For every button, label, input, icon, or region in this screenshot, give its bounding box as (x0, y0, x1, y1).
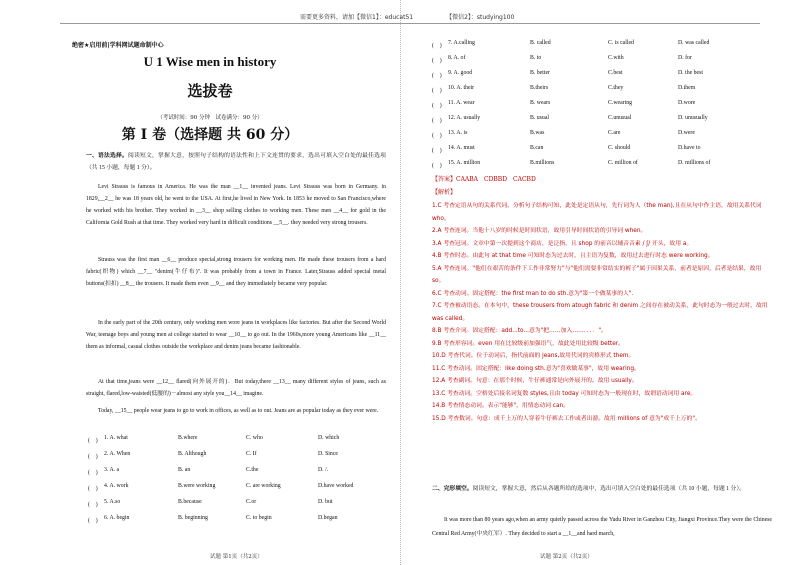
option-d: D. was called (678, 40, 710, 46)
option-d: D. unusually (678, 115, 708, 121)
option-c: C.they (608, 85, 624, 91)
passage-paragraph: Strauss was the first man __6__ produce special,strong trousers for working men. He made these trousers from a hard fabric(织物) which __7__ "denim(牛仔布)". It was probably from a town in France. Later,Strauss added special metal buttons(扣扣) __8__ the trousers. It made them even __9__ and they immediately became very popular. (86, 257, 386, 287)
option-a: 8. A. of (448, 55, 466, 61)
option-b: B. beginning (178, 515, 208, 521)
option-a: 11. A. wear (448, 100, 475, 106)
analysis-item: 3.A 考查冠词。文章中第一次提到这个商店，是泛指，且 shop 的前音以辅音音素 / ʃ/ 开头，故用 a。 (432, 240, 693, 247)
passage-paragraph: Levi Strauss is famous in America. He was the man __1__ invented jeans. Levi Strauss was born in Germany. in 1829,__2__ he was 18 years old, he went to the USA. At first,he lived in New York. In 1853 he moved to San Francisco,where he worked with his brother. They worked in __3__ shop selling clothes to working men. These men __4__ for gold in the California Gold Rush at that time. They worked very hard in difficult conditions __5__. they needed very strong trousers. (86, 184, 386, 226)
option-b: B.can (530, 145, 544, 151)
header-note: 需要更多资料，请加【微信1】：educat51 【微信2】：studying100 (300, 14, 515, 21)
option-row (88, 515, 388, 525)
section1-instr-text: 阅读短文，掌握大意，按照句子结构的语法性和上下文连贯的要求，选出可填入空白处的最佳选项（共 15 小题，每题 1 分）。 (86, 153, 386, 171)
option-c: C. If (246, 451, 257, 457)
option-b: B.were working (178, 483, 216, 489)
option-c: C. is called (608, 40, 634, 46)
option-a: 13. A. is (448, 130, 468, 136)
option-c: C.or (246, 499, 257, 505)
section2-instructions (432, 482, 772, 496)
analysis-item: 8.B 考查介词。固定搭配：add...to...意为"把……加入……．．．．"。 (432, 328, 607, 334)
option-b: B. better (530, 70, 550, 76)
option-row (432, 145, 772, 155)
option-a: 4. A. work (104, 483, 129, 489)
option-c: C. million of (608, 160, 638, 166)
option-c: C.with (608, 55, 624, 61)
option-row (432, 40, 772, 50)
option-d: D. /. (318, 467, 329, 473)
option-b: B.because (178, 499, 202, 505)
option-row (88, 483, 388, 493)
option-a: 9. A. good (448, 70, 473, 76)
analysis-item: 5.A 考查连词。"他们在艰苦的条件下工作非常努力"与"他们需要非常结实的裤子"属于因果关系，前者是原因，后者是结果，故用 so。 (432, 265, 762, 284)
option-b: B. called (530, 40, 551, 46)
analysis-item: 6.C 考查动词。固定搭配：the first man to do sth.意为"第一个做某事的人"． (432, 290, 638, 297)
option-row (432, 85, 772, 95)
option-a: 5. A.so (104, 499, 121, 505)
option-c: C.wearing (608, 100, 632, 106)
option-row (88, 499, 388, 509)
answer-blank[interactable]: ( ) (88, 454, 98, 460)
section2-passage: It was more than 80 years ago,when an army quietly passed across the Yudu River in Ganzhou City, Jiangxi Province.They were the Chinese Central Red Army(中央红军）. They decided to start a __1__and hard march, (432, 517, 772, 537)
answer-blank[interactable]: ( ) (88, 486, 98, 492)
answer-blank[interactable]: ( ) (88, 438, 98, 444)
option-a: 14. A. must (448, 145, 475, 151)
part-heading: 第 I 卷（选择题 共 60 分） (121, 127, 299, 143)
analysis-item: 7.C 考查被动语态。在本句中，these trousers from atough fabric 和 denim 之间存在被动关系，此句时态为一般过去时，故用 was called。 (432, 303, 768, 322)
answer-key: 【答案】CAABA CDBBD CACBD (432, 176, 536, 183)
analysis-item: 4.B 考查时态。由此句 at that time 可知时态为过去时，且主语为复数，故用过去进行时态 were working。 (432, 253, 714, 259)
option-d: D. for (678, 55, 692, 61)
option-d: D. Since (318, 451, 338, 457)
page-footer: 试题 第2页（共2页） (540, 554, 593, 560)
answer-blank[interactable]: ( ) (432, 163, 442, 169)
passage-paragraph: In the early part of the 20th century, only working men wore jeans in workplaces like factories. But after the Second World War, teenage boys and young men at college started to wear __10__ to go out. In the 1960s,more young Americans like __11__ them as informal, casual clothes outside the workplace and denim jeans became fashionable. (86, 320, 386, 350)
option-b: B.where (178, 435, 198, 441)
analysis-item: 2.A 考查连词。当他十八岁的时候是时间状语，故用引导时间状语的引导词 when。 (432, 228, 647, 234)
option-a: 6. A. begin (104, 515, 130, 521)
confidential-line: 绝密★启用前|学科网试题命制中心 (72, 42, 164, 49)
option-b: B. Although (178, 451, 207, 457)
option-b: B. wears (530, 100, 551, 106)
option-d: D. millions of (678, 160, 711, 166)
option-a: 15. A. million (448, 160, 481, 166)
section1-instructions (86, 150, 386, 174)
page-title: U 1 Wise men in history (143, 54, 277, 69)
answer-blank[interactable]: ( ) (432, 118, 442, 124)
option-d: D.have to (678, 145, 701, 151)
option-c: C. should (608, 145, 631, 151)
answer-blank[interactable]: ( ) (432, 103, 442, 109)
option-b: B. usual (530, 115, 550, 121)
analysis-item: 15.D 考查数词。句意：成千上万的人穿着牛仔裤去工作或者出游。故用 millions of 意为"成千上万的"。 (432, 415, 701, 422)
answer-blank[interactable]: ( ) (432, 133, 442, 139)
option-d: D.were (678, 130, 695, 136)
answer-blank[interactable]: ( ) (432, 58, 442, 64)
option-d: D. which (318, 435, 340, 441)
option-c: C. are working (246, 483, 281, 489)
option-b: B.theirs (530, 85, 549, 91)
option-b: B.millions (530, 160, 555, 166)
option-a: 12. A. usually (448, 115, 481, 121)
option-d: D.wore (678, 100, 696, 106)
option-row (432, 130, 772, 140)
header-divider (60, 23, 760, 24)
answer-blank[interactable]: ( ) (432, 73, 442, 79)
analysis-item: 13.C 考查动词。空格处后接名词复数 styles,且由 today 可知时态为一般现在时，故谓语动词用 are。 (432, 390, 697, 397)
option-row (88, 435, 388, 445)
option-a: 2. A. When (104, 451, 131, 457)
option-d: D. but (318, 499, 333, 505)
analysis-item: 12.A 考查副词。句意：在那个时候，牛仔裤通常是向外展开的。故用 usually。 (432, 378, 638, 384)
page-footer: 试题 第1页（共2页） (210, 554, 263, 560)
option-b: B. an (178, 467, 191, 473)
option-c: C.best (608, 70, 623, 76)
option-c: C.are (608, 130, 621, 136)
option-row (432, 160, 772, 170)
page-subtitle: 选拔卷 (187, 82, 233, 100)
answer-blank[interactable]: ( ) (432, 88, 442, 94)
option-row (88, 451, 388, 461)
section1-title: 一、语法选择。 (86, 153, 129, 159)
option-a: 3. A. a (104, 467, 120, 473)
option-d: D.have worked (318, 483, 354, 489)
answer-blank[interactable]: ( ) (88, 502, 98, 508)
option-c: C.unusual (608, 115, 632, 121)
option-row (88, 467, 388, 477)
option-d: D.them (678, 85, 696, 91)
analysis-item: 9.B 考查形容词。even 用在比较级前加强语气，故此处用比较级 better。 (432, 340, 624, 347)
analysis-item: 10.D 考查代词。位于动词后，指代前面的 jeans,故用代词的宾格形式 them。 (432, 353, 635, 359)
answer-blank[interactable]: ( ) (432, 43, 442, 49)
option-a: 1. A. what (104, 435, 128, 441)
analysis-item: 14.B 考查情态动词。表示"能够"，用情态动词 can。 (432, 403, 569, 409)
analysis-title: 【解析】 (432, 189, 457, 196)
passage-paragraph: Today, __15__ people wear jeans to go to work in offices, as well as to out. Jeans are as popular today as they ever were. (98, 408, 379, 414)
option-row (432, 55, 772, 65)
option-row (432, 115, 772, 125)
option-c: C. who (246, 435, 263, 441)
option-a: 10. A. their (448, 85, 475, 91)
section2-title: 二、完形填空。 (432, 486, 473, 492)
option-row (432, 70, 772, 80)
option-c: C.the (246, 467, 259, 473)
option-d: D.began (318, 515, 338, 521)
passage-paragraph: At that time,jeans were __12__ flared(向外展开的)．But today,there __13__ many different styles of jeans, such as straight, flared,low-waisted(低腰的)－almost any style you__14__ imagine. (86, 379, 386, 397)
option-d: D. the best (678, 70, 703, 76)
analysis-item: 11.C 考查动词。固定搭配：like doing sth.意为"喜欢做某事"，故用 wearing。 (432, 365, 640, 372)
analysis-list (432, 200, 772, 425)
answer-blank[interactable]: ( ) (432, 148, 442, 154)
exam-info: （考试时间：90 分钟 试卷满分：90 分） (157, 115, 263, 121)
answer-blank[interactable]: ( ) (88, 518, 98, 524)
option-a: 7. A.calling (448, 40, 475, 46)
section2-instr-text: 阅读短文，掌握大意，然后从各题所给的选项中，选出可填入空白处的最佳选项（共 10 小题，每题 1 分）。 (472, 486, 746, 492)
option-c: C. to begin (246, 515, 272, 521)
option-b: B.was (530, 130, 545, 136)
option-b: B. to (530, 55, 542, 61)
option-row (432, 100, 772, 110)
analysis-item: 1.C 考查定语从句的关系代词。分析句子结构可知，此处是定语从句，先行词为人（the man),且在从句中作主语，故用关系代词 who。 (432, 203, 762, 222)
answer-blank[interactable]: ( ) (88, 470, 98, 476)
